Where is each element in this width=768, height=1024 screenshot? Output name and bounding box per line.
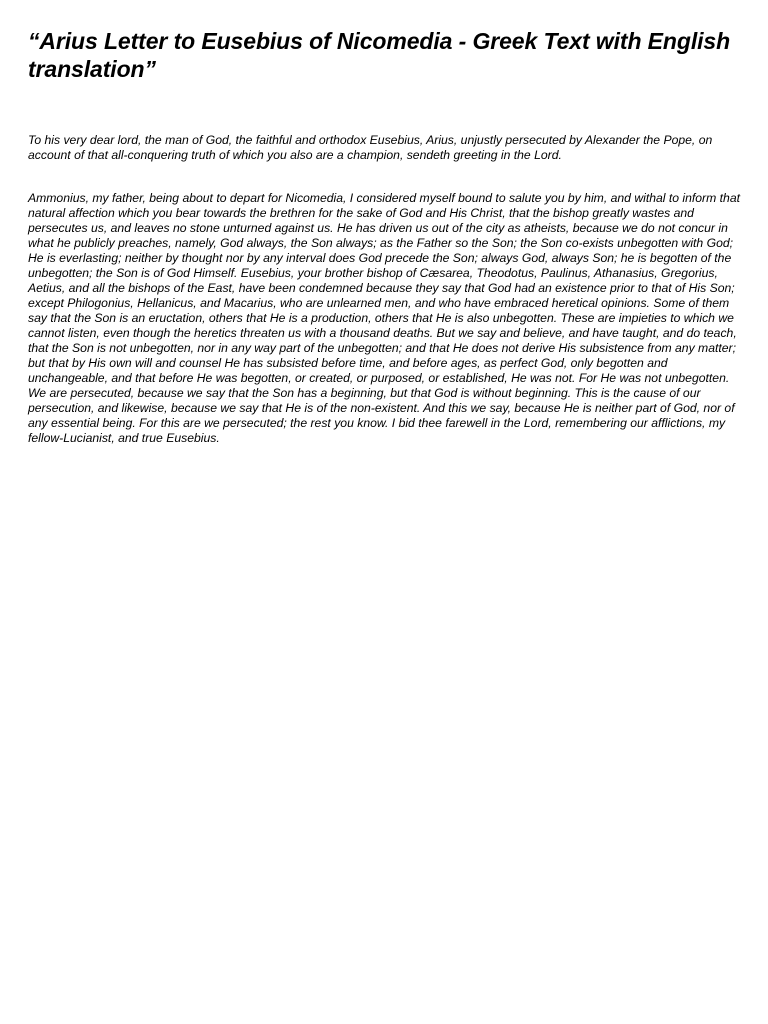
salutation-paragraph: To his very dear lord, the man of God, the faithful and orthodox Eusebius, Arius, unjustly persecuted by Alexander the Pope, on account of that all-conquering truth of which you also are a champion, sendeth greeting in the Lord. <box>28 133 713 162</box>
document-title: “Arius Letter to Eusebius of Nicomedia - Greek Text with English translation” <box>28 28 731 82</box>
letter-body-paragraph: Ammonius, my father, being about to depart for Nicomedia, I considered myself bound to salute you by him, and withal to inform that natural affection which you bear towards the brethren for the sake of God and His Christ, that the bishop greatly wastes and persecutes us, and leaves no stone unturned against us. He has driven us out of the city as atheists, because we do not concur in what he publicly preaches, namely, God always, the Son always; as the Father so the Son; the Son co-exists unbegotten with God; He is everlasting; neither by thought nor by any interval does God precede the Son; always God, always Son; he is begotten of the unbegotten; the Son is of God Himself. Eusebius, your brother bishop of Cæsarea, Theodotus, Paulinus, Athanasius, Gregorius, Aetius, and all the bishops of the East, have been condemned because they say that God had an existence prior to that of His Son; except Philogonius, Hellanicus, and Macarius, who are unlearned men, and who have embraced heretical opinions. Some of them say that the Son is an eructation, others that He is a production, others that He is also unbegotten. These are impieties to which we cannot listen, even though the heretics threaten us with a thousand deaths. But we say and believe, and have taught, and do teach, that the Son is not unbegotten, nor in any way part of the unbegotten; and that He does not derive His subsistence from any matter; but that by His own will and counsel He has subsisted before time, and before ages, as perfect God, only begotten and unchangeable, and that before He was begotten, or created, or purposed, or established, He was not. For He was not unbegotten. We are persecuted, because we say that the Son has a beginning, but that God is without beginning. This is the cause of our persecution, and likewise, because we say that He is of the non-existent. And this we say, because He is neither part of God, nor of any essential being. For this are we persecuted; the rest you know. I bid thee farewell in the Lord, remembering our afflictions, my fellow-Lucianist, and true Eusebius. <box>28 191 740 445</box>
